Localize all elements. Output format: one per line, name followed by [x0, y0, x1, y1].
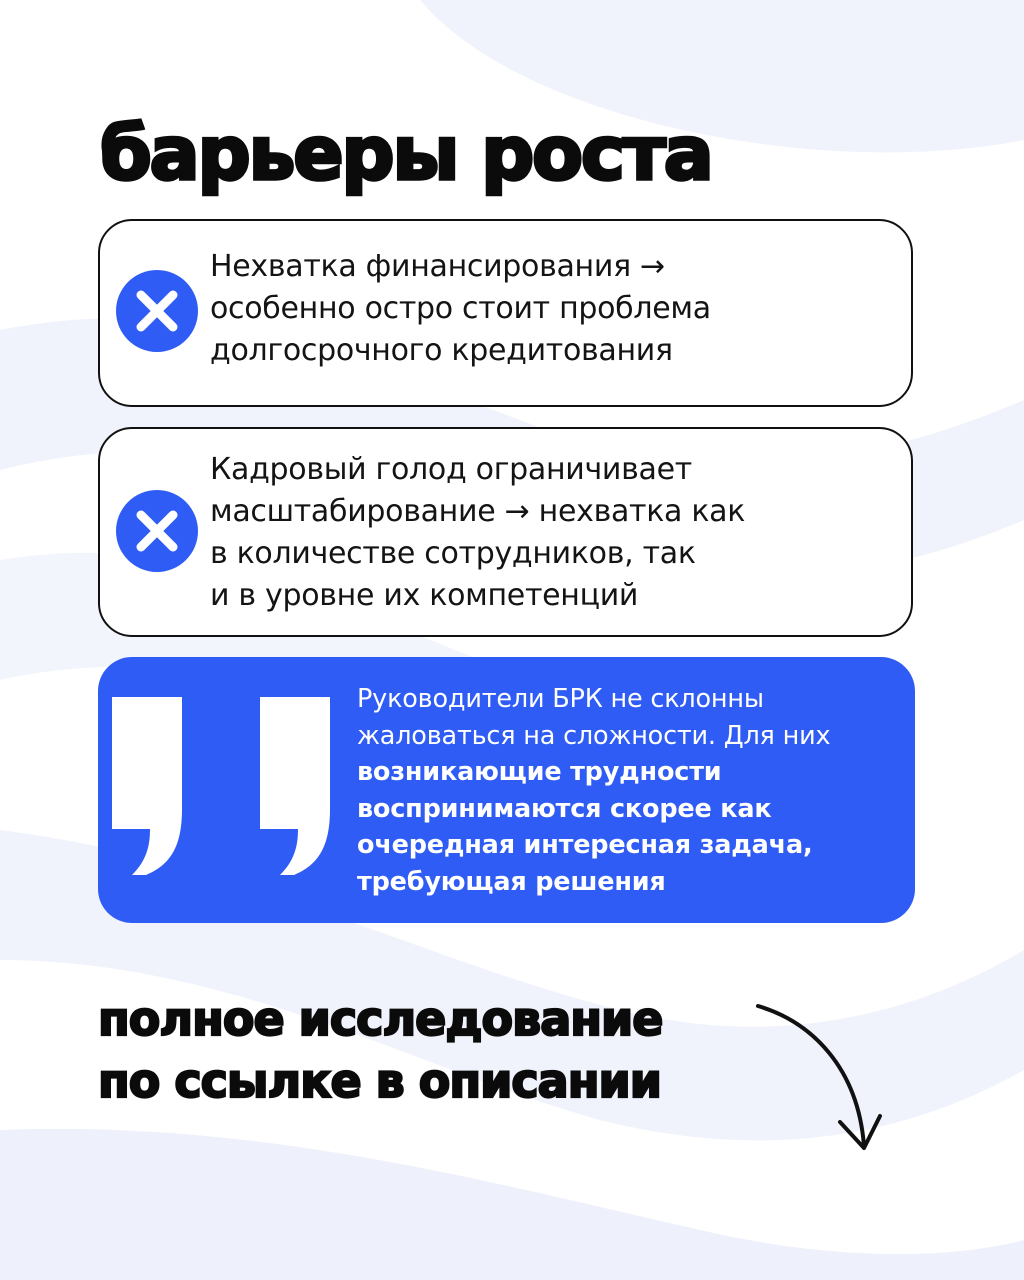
quote-line-bold: воспринимаются скорее как	[357, 793, 772, 824]
barrier-line: и в уровне их компетенций	[210, 578, 639, 613]
barrier-line: Кадровый голод ограничивает	[210, 452, 692, 487]
barrier-line: в количестве сотрудников, так	[210, 536, 696, 571]
quote-block	[98, 657, 915, 923]
x-circle-icon	[116, 270, 198, 352]
barrier-text	[210, 246, 891, 372]
quote-line-bold: очередная интересная задача,	[357, 830, 813, 860]
barrier-line: Нехватка финансирования →	[210, 249, 665, 284]
barrier-card-staffing	[98, 427, 913, 637]
page-title: барьеры роста	[100, 111, 712, 197]
barrier-text	[210, 449, 891, 617]
curved-arrow-down-icon	[752, 996, 888, 1162]
barrier-line: масштабирование → нехватка как	[210, 494, 746, 529]
cta-line: полное исследование	[98, 992, 663, 1046]
quote-line: Руководители БРК не склонны	[357, 684, 764, 714]
barrier-line: особенно остро стоит проблема	[210, 291, 711, 326]
quote-line-bold: возникающие трудности	[357, 757, 722, 787]
quote-marks-icon	[112, 697, 338, 875]
x-circle-icon	[116, 490, 198, 572]
barrier-card-financing	[98, 219, 913, 407]
quote-line: жаловаться на сложности. Для них	[357, 720, 831, 751]
quote-text	[357, 681, 905, 900]
cta-line: по ссылке в описании	[98, 1054, 661, 1108]
quote-line-bold: требующая решения	[357, 866, 666, 897]
call-to-action	[98, 988, 662, 1112]
barrier-line: долгосрочного кредитования	[210, 333, 673, 368]
